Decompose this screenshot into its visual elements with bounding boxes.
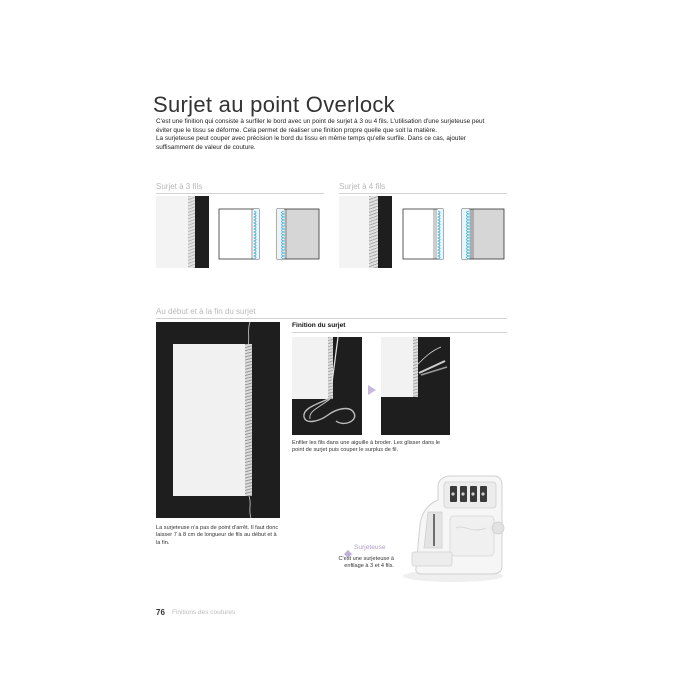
- serger-label: Surjeteuse: [354, 544, 386, 551]
- diagram-3-thread-back: [276, 208, 320, 260]
- caption-start-end: La surjeteuse n'a pas de point d'arrêt. Il faut donc laisser 7 à 8 cm de longueur de fils au début et à la fin.: [156, 525, 279, 546]
- section-rule: [156, 318, 507, 319]
- page-number: 76: [156, 608, 165, 617]
- caption-serger: C'est une surjeteuse à enfilage à 3 et 4 fils.: [338, 556, 394, 570]
- intro-text: [156, 118, 486, 152]
- section-title-4-threads: Surjet à 4 fils: [339, 182, 386, 191]
- intro-paragraph-2: La surjeteuse peut couper avec précision le bord du tissu en même temps qu'elle surfile. Dans ce cas, ajouter suffisamment de valeur de couture.: [156, 135, 466, 151]
- photo-3-thread-serge: [156, 196, 209, 268]
- photo-thread-tails: [156, 322, 280, 518]
- footer-chapter: Finitions des coutures: [172, 609, 236, 616]
- section-rule: [156, 193, 324, 194]
- section-title-start-end: Au début et à la fin du surjet: [156, 307, 256, 316]
- section-title-3-threads: Surjet à 3 fils: [156, 182, 203, 191]
- photo-finish-step-2: [381, 337, 450, 435]
- subhead-rule: [292, 332, 507, 333]
- diagram-3-thread-front: [218, 208, 260, 260]
- diagram-4-thread-back: [461, 208, 505, 260]
- serger-machine-image: [398, 468, 508, 586]
- intro-paragraph-1: C'est une finition qui consiste à surfiler le bord avec un point de surjet à 3 ou 4 fils. L'utilisation d'une surjeteuse peut éviter que le tissu se déforme. Cela permet de réaliser une finition propre quelle que soit la matière.: [156, 118, 485, 134]
- subhead-finish: Finition du surjet: [292, 322, 346, 329]
- caption-finish: Enfiler les fils dans une aiguille à broder. Les glisser dans le point de surjet puis couper le surplus de fil.: [292, 440, 441, 454]
- photo-4-thread-serge: [339, 196, 392, 268]
- section-rule: [339, 193, 507, 194]
- page-title: Surjet au point Overlock: [153, 92, 395, 117]
- photo-finish-step-1: [292, 337, 362, 435]
- arrow-right-icon: [368, 382, 376, 400]
- diagram-4-thread-front: [402, 208, 444, 260]
